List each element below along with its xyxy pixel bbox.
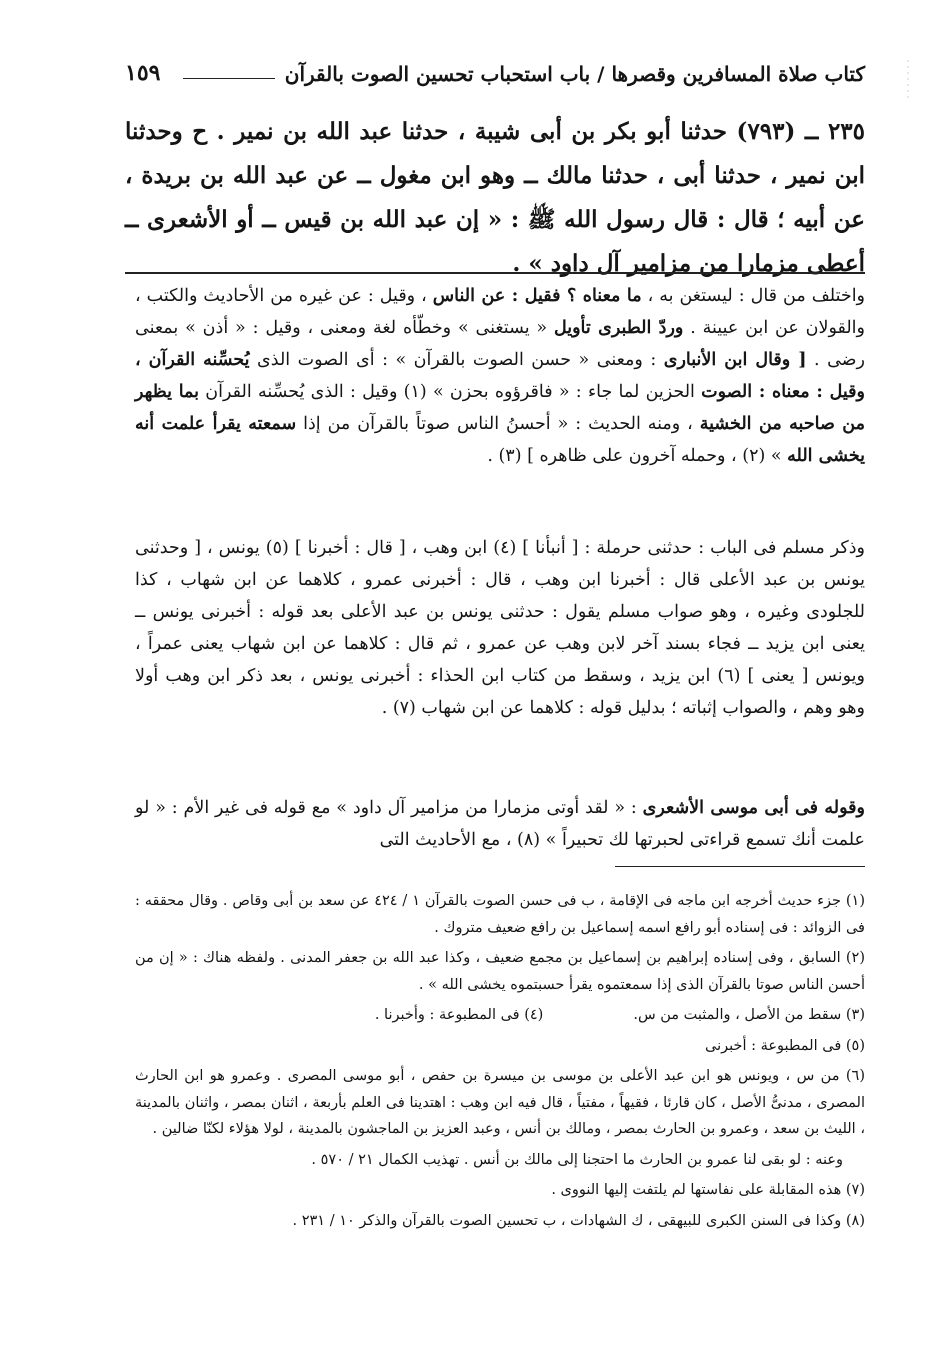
footnote-4: (٤) فى المطبوعة : وأخبرنا .: [374, 1007, 544, 1023]
text-run: [ وقال ابن الأنبارى: [663, 350, 807, 370]
header-rule: [183, 78, 275, 79]
footnote-8: (٨) وكذا فى السنن الكبرى للبيهقى ، ك الشهادات ، ب تحسين الصوت بالقرآن والذكر ١٠ / ٢٣١ .: [292, 1212, 865, 1229]
header-title: كتاب صلاة المسافرين وقصرها / باب استحباب تحسين الصوت بالقرآن: [284, 62, 865, 86]
text-run: سمعته يقرأ علمت أنه يخشى الله: [135, 414, 865, 466]
text-run: وقوله فى أبى موسى الأشعرى: [642, 798, 865, 818]
text-run: ، وقيل : عن غيره من الأحاديث والكتب ، والقولان عن ابن عيينة .: [135, 286, 866, 338]
footnotes: [135, 888, 865, 1238]
footnote-6-continuation: [135, 1147, 865, 1174]
hadith-separator-rule: [125, 272, 865, 274]
text-run: واختلف من قال : ليستغن به ،: [641, 286, 866, 306]
page-number: ١٥٩: [125, 60, 161, 86]
commentary-paragraph-1: [135, 280, 865, 472]
text-run: ما معناه ؟ فقيل : عن الناس: [432, 286, 642, 306]
footnote-1: (١) جزء حديث أخرجه ابن ماجه فى الإقامة ، ب فى حسن الصوت بالقرآن ١ / ٤٢٤ عن سعد بن أبى وقاص . وقال محققه : فى الزوائد : فى إسناده أبو رافع اسمه إسماعيل بن رافع ضعيف متروك .: [135, 893, 866, 936]
footnote-separator-rule: [615, 866, 865, 867]
text-run: : ومعنى « حسن الصوت بالقرآن » : أى الصوت الذى: [249, 350, 664, 370]
hadith-text: ٢٣٥ ــ (٧٩٣) حدثنا أبو بكر بن أبى شيبة ، حدثنا عبد الله بن نمير . ح وحدثنا ابن نمير ، حدثنا أبى ، حدثنا مالك ــ وهو ابن مغول ــ عن عبد الله بن بريدة ، عن أبيه ؛ قال : قال رسول الله ﷺ : « إن عبد الله بن قيس ــ أو الأشعرى ــ أعطى مزمارا من مزامير آل داود » .: [125, 118, 866, 277]
text-run: وردّ الطبرى تأويل: [553, 318, 684, 338]
text-run: بما يظهر من صاحبه من الخشية: [135, 382, 865, 434]
footnote-5: (٥) فى المطبوعة : أخبرنى: [705, 1037, 865, 1054]
footnote-2: (٢) السابق ، وفى إسناده إبراهيم بن إسماعيل بن مجمع ضعيف ، وكذا عبد الله بن جعفر المدنى . ولفظه هناك : « إن من أحسن الناس صوتا بالقرآن الذى إذا سمعتموه يقرأ حسبتموه يخشى الله » .: [135, 950, 865, 993]
text-run: « يستغنى » وخطّأه لغة ومعنى ، وقيل : « أذن » بمعنى رضى .: [135, 318, 865, 370]
footnote-row-3-4: [135, 1002, 865, 1029]
text-run: الحزين لما جاء : « فاقرؤوه بحزن » (١) وقيل : الذى يُحسِّنه القرآن: [199, 382, 702, 402]
text-run: » (٢) ، وحمله آخرون على ظاهره ] (٣) .: [487, 446, 788, 466]
text-run: يُحسِّنه القرآن ، وقيل : معناه : الصوت: [135, 350, 866, 402]
commentary-paragraph-2: وذكر مسلم فى الباب : حدثنى حرملة : [ أنبأنا ] (٤) ابن وهب ، [ قال : أخبرنا ] (٥) يونس ، [ وحدثنى يونس بن عبد الأعلى قال : أخبرنا ابن وهب ، قال : أخبرنى عمرو ، كلاهما عن ابن شهاب ، كذا للجلودى وغيره ، وهو صواب مسلم يقول : حدثنى يونس بن عبد الأعلى بعد قوله : أخبرنى يونس ــ يعنى ابن يزيد ــ فجاء بسند آخر لابن وهب عن عمرو ، ثم قال : كلاهما عن ابن شهاب يعنى عمراً ، ويونس [ يعنى ] (٦) ابن يزيد ، وسقط من كتاب ابن الحذاء : أخبرنى يونس ، بعد ذكر ابن وهب أولا وهو وهم ، والصواب إثباته ؛ بدليل قوله : كلاهما عن ابن شهاب (٧) .: [135, 538, 865, 718]
running-header: [125, 62, 865, 94]
footnote-6: (٦) من س ، ويونس هو ابن عبد الأعلى بن موسى بن ميسرة بن حفص ، أبو موسى المصرى . وعمرو هو ابن الحارث المصرى ، مدنىُّ الأصل ، كان قارئا ، فقيهاً ، مفتياً ، قال فيه ابن وهب : اهتدينا فى العلم بأربعة ، اثنان بمصر ، واثنان بالمدينة ، الليث بن سعد ، وعمرو بن الحارث بمصر ، ومالك بن أنس ، وعبد العزيز بن الماجشون بالمدينة ، لولا هؤلاء لكنّا ضالين .: [135, 1068, 865, 1137]
text-run: : « لقد أوتى مزمارا من مزامير آل داود » مع قوله فى غير الأم : « لو علمت أنك تسمع قراءتى لحبرتها لك تحبيراً » (٨) ، مع الأحاديث التى: [135, 798, 865, 850]
text-run: ، ومنه الحديث : « أحسنُ الناس صوتاً بالقرآن من إذا: [296, 414, 700, 434]
footnote-6-quote: وعنه : لو بقى لنا عمرو بن الحارث ما احتجنا إلى مالك بن أنس . تهذيب الكمال ٢١ / ٥٧٠ .: [311, 1151, 843, 1168]
commentary-paragraph-3: [135, 792, 865, 856]
scan-edge-mark: [905, 60, 913, 100]
footnote-3: (٣) سقط من الأصل ، والمثبت من س.: [633, 1007, 865, 1023]
footnote-7: (٧) هذه المقابلة على نفاستها لم يلتفت إليها النووى .: [551, 1182, 865, 1198]
